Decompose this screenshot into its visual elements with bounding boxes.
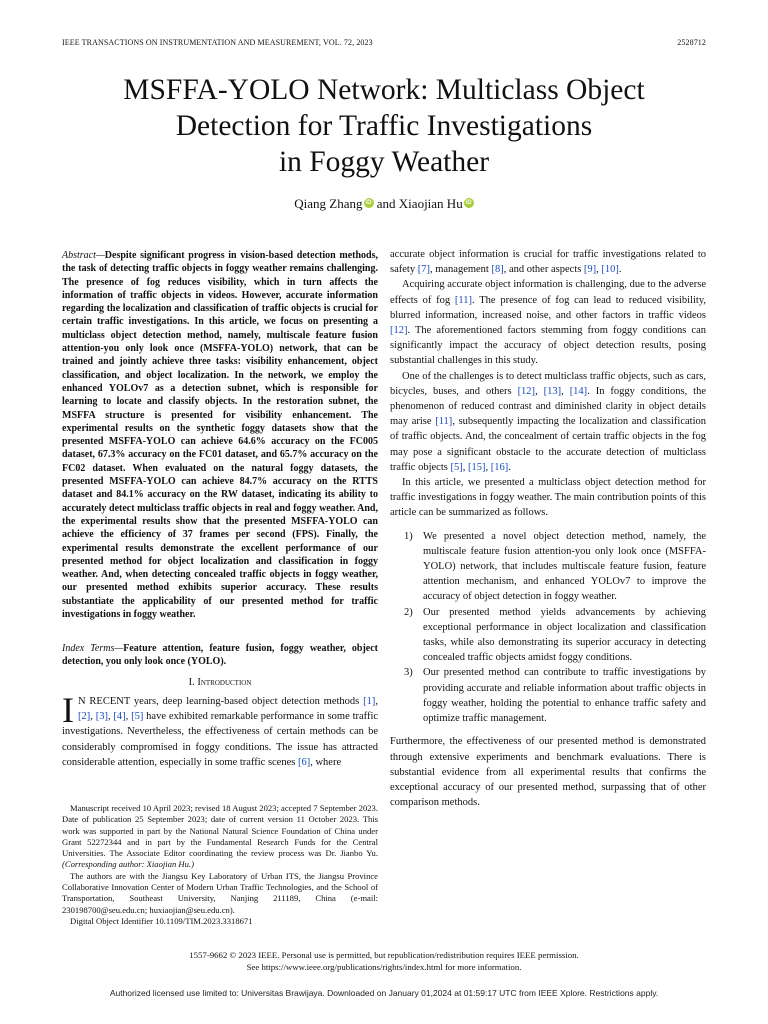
citation-link[interactable]: [1] [363,696,376,707]
list-number: 1) [404,530,413,542]
body-text: , [561,385,570,397]
list-item-text: Our presented method can contribute to traffic investigations by providing accurate and reliable information about traffic objects in foggy weather, holding the potential to enhance traffic safety and optimize traffic management. [423,667,706,725]
footnote-affiliation: The authors are with the Jiangsu Key Laboratory of Urban ITS, the Jiangsu Province Collaborative Innovation Center of Modern Urban Traffic Technologies, and the School of Transportation, Southeast University, Nanjing 211189, China (e-mail: 230198700@seu.edu.cn; huxiaojian@seu.edu.cn). [62,870,378,915]
body-text: , [125,711,132,723]
list-item [390,605,706,666]
copyright-line: 1557-9662 © 2023 IEEE. Personal use is permitted, but republication/redistribution requires IEEE permission. [189,950,579,960]
running-header-article-number: 2528712 [677,38,706,47]
paragraph: Furthermore, the effectiveness of our presented method is demonstrated through extensive experiments and benchmark evaluations. There is substantial evidence from all experimental results that confirms the exceptional accuracy of our presented method, surpassing that of other comparison methods. [390,736,706,809]
citation-link[interactable]: [7] [417,264,430,276]
title-line-1: MSFFA-YOLO Network: Multiclass Object [123,74,645,106]
citation-link[interactable]: [5] [450,461,463,473]
citation-link[interactable]: [13] [543,385,562,397]
section-number: I. [188,677,195,688]
citation-link[interactable]: [11] [454,294,472,306]
body-text: . [508,461,511,473]
body-text: N RECENT years, deep learning-based object detection methods [78,696,364,707]
index-terms-label: Index Terms— [62,643,124,654]
paragraph [390,247,706,277]
author-conjunction: and [376,196,396,211]
list-item-text: Our presented method yields advancements by achieving exceptional performance in object localization and classification tasks, while also demonstrating its superior accuracy in detecting concealed traffic objects amidst foggy conditions. [423,606,706,664]
footnote-manuscript [62,803,378,871]
abstract [62,249,378,621]
body-text: . The presence of fog can lead to reduced visibility, blurred information, increased noise, and other factors in traffic videos [390,294,707,321]
body-text: , [90,711,96,723]
citation-link[interactable]: [11] [435,416,453,428]
list-number: 2) [404,606,413,618]
body-text: . The aforementioned factors stemming from foggy conditions can significantly impact the accuracy of object detection results, posing substantial challenges in this study. [390,325,706,367]
right-column-body [390,247,706,810]
body-text: accurate object information is crucial for traffic investigations related to safety [390,249,706,276]
citation-link[interactable]: [12] [517,385,536,397]
body-text: , [107,711,114,723]
license-watermark: Authorized licensed use limited to: Universitas Brawijaya. Downloaded on January 01,2024 at 01:59:17 UTC from IEEE Xplore. Restrictions apply. [109,988,659,998]
body-text: , [485,461,491,473]
title-line-3: in Foggy Weather [278,146,490,178]
body-text: , and other aspects [503,264,584,276]
rights-url-line: See https://www.ieee.org/publications/rights/index.html for more information. [246,961,522,972]
drop-cap: I [62,690,74,730]
author-name: Qiang Zhang [294,196,363,211]
body-text: . [618,264,622,276]
body-text: , [462,461,468,473]
orcid-icon[interactable]: iD [465,200,472,206]
footnote-text: Manuscript received 10 April 2023; revised 18 August 2023; accepted 7 September 2023. Date of publication 25 September 2023; date of current version 11 October 2023. This work was supported in part by the National Natural Science Foundation of China under Grant 52272344 and in part by the Fundamental Research Funds for the Central Universities. The Associate Editor coordinating the review process was Dr. Jianbo Yu. [62,803,378,859]
orcid-icon[interactable]: iD [365,200,372,206]
paragraph: In this article, we presented a multiclass object detection method for traffic investigations in foggy weather. The main contribution points of this article can be summarized as follows. [390,477,707,519]
citation-link[interactable]: [5] [131,711,144,723]
citation-link[interactable]: [2] [78,711,91,723]
body-text: have exhibited remarkable performance in some traffic investigations. Nevertheless, the effectiveness of certain methods can be considerably compromised in foggy conditions. The issue has attracted considerable attention, especially in some traffic scenes [62,711,379,768]
section-heading-introduction [62,677,378,688]
body-text: , [375,696,378,707]
list-item-text: We presented a novel object detection method, namely, the multiscale feature fusion attention-you only look once (MSFFA-YOLO) network, that includes multiscale feature fusion, feature attention mechanism, and enhanced YOLOv7 to improve the accuracy of object detection in foggy weather. [423,530,706,603]
index-terms-text: Feature attention, feature fusion, foggy weather, object detection, you only look once (YOLO). [62,643,378,668]
body-text: , where [310,756,342,768]
contribution-list [390,529,706,727]
author-name: Xiaojian Hu [398,196,463,211]
first-page-footnote [62,803,378,927]
citation-link[interactable]: [4] [113,711,126,723]
list-item [390,665,706,726]
footnote-doi: Digital Object Identifier 10.1109/TIM.2023.3318671 [70,915,253,926]
abstract-text: Despite significant progress in vision-based detection methods, the task of detecting traffic objects in foggy weather remains challenging. The presence of fog reduces visibility, which in turn affects the information of traffic objects in videos. However, accurate information regarding the localization and classification of traffic objects is crucial for certain traffic investigations. In this article, we focus on presenting a multiclass object detection method, namely, multiscale feature fusion attention-you only look once (MSFFA-YOLO) network, that can be trained and jointly achieve three tasks: visibility enhancement, object classification, and object localization. In the network, we employ the enhanced YOLOv7 as a detection subnet, which is responsible for learning to locate and classify objects. In the restoration subnet, the MSFFA structure is presented for visibility enhancement. The experimental results on the synthetic foggy datasets show that the presented MSFFA-YOLO can achieve 64.6% accuracy on the FC005 dataset, 67.3% accuracy on the FC01 dataset, and 65.7% accuracy on the FC02 dataset. When evaluated on the natural foggy datasets, the presented MSFFA-YOLO can achieve 84.7% accuracy on the RTTS dataset and 84.1% accuracy on the RW dataset, indicating its ability to accurately detect multiclass traffic objects in real and foggy weather. And, the experimental results show that the presented MSFFA-YOLO can achieve the efficiency of 37 frames per second (FPS). Finally, the experimental results demonstrate the excellent performance of our presented method for object localization and classification in foggy weather. And, when detecting concealed traffic objects in foggy weather, our presented method exhibits superior accuracy. These results substantiate the applicability of our presented method for traffic investigations in foggy weather. [62,250,378,621]
body-text: . In foggy conditions, the phenomenon of reduced contrast and diminished clarity in object details may arise [390,385,707,428]
running-header-journal: IEEE TRANSACTIONS ON INSTRUMENTATION AND MEASUREMENT, VOL. 72, 2023 [62,38,373,47]
paragraph [390,277,706,368]
paper-title [0,72,768,180]
citation-link[interactable]: [12] [390,325,408,337]
citation-link[interactable]: [14] [569,385,588,397]
index-terms [62,642,378,669]
citation-link[interactable]: [10] [601,264,619,276]
citation-link[interactable]: [16] [490,461,509,473]
body-text: , management [429,264,492,276]
citation-link[interactable]: [3] [95,711,108,723]
section-title: Introduction [197,677,252,688]
body-text: , subsequently impacting the localization and classification of traffic objects. And, the concealment of certain traffic objects in the fog may pose a significant obstacle to the accurate detection of multiclass traffic objects [390,416,706,473]
citation-link[interactable]: [9] [583,264,597,276]
body-text: Acquiring accurate object information is challenging, due to the adverse effects of fog [390,279,706,306]
copyright-notice [0,950,768,973]
corresponding-author-note: (Corresponding author: Xiaojian Hu.) [62,859,194,870]
citation-link[interactable]: [8] [491,264,504,276]
list-number: 3) [404,667,413,679]
body-text: , [535,385,544,397]
citation-link[interactable]: [15] [467,461,486,473]
paragraph [390,369,706,475]
list-item [390,529,706,605]
body-text: , [596,264,602,276]
abstract-label: Abstract— [62,250,105,261]
body-text: One of the challenges is to detect multiclass traffic objects, such as cars, bicycles, buses, and others [390,370,706,397]
author-list [0,196,768,212]
citation-link[interactable]: [6] [297,756,311,768]
introduction-paragraph [62,690,379,770]
title-line-2: Detection for Traffic Investigations [175,110,593,142]
